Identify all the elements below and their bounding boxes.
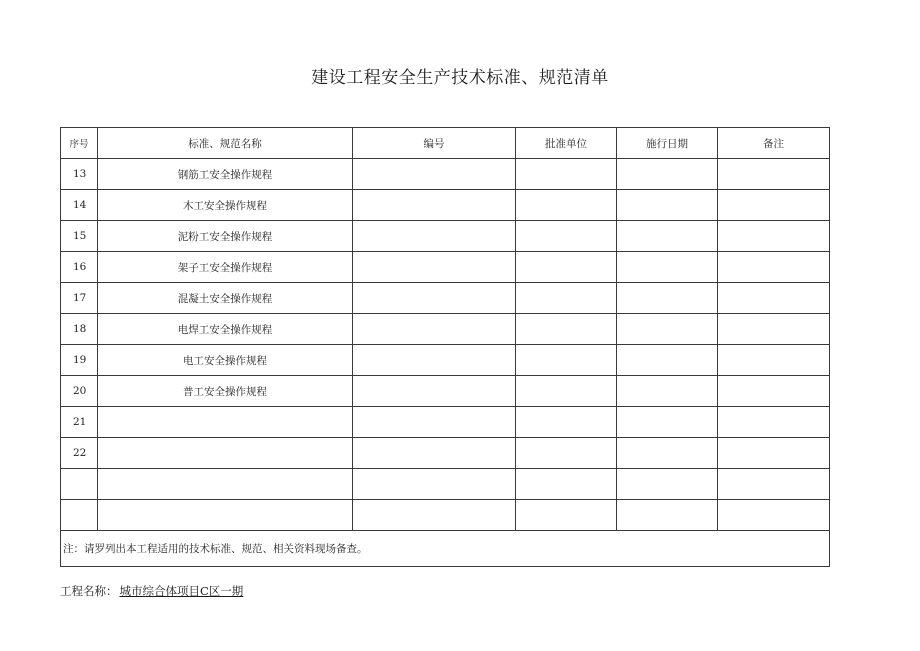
cell-code [353,469,516,500]
cell-remark [718,376,830,407]
cell-name: 普工安全操作规程 [98,376,353,407]
cell-authority [516,438,617,469]
cell-name [98,500,353,531]
cell-remark [718,159,830,190]
cell-effective-date [617,314,718,345]
cell-effective-date [617,407,718,438]
cell-seq: 13 [61,159,98,190]
cell-name: 电工安全操作规程 [98,345,353,376]
project-name: 城市综合体项目C区一期 [119,584,244,598]
cell-name [98,469,353,500]
header-name: 标准、规范名称 [98,128,353,159]
cell-effective-date [617,252,718,283]
table-row [61,345,830,376]
cell-remark [718,469,830,500]
cell-authority [516,500,617,531]
cell-remark [718,345,830,376]
project-label: 工程名称： [60,584,118,598]
cell-code [353,438,516,469]
header-authority: 批准单位 [516,128,617,159]
cell-remark [718,438,830,469]
cell-authority [516,190,617,221]
table-row [61,283,830,314]
cell-authority [516,345,617,376]
cell-authority [516,221,617,252]
cell-authority [516,314,617,345]
cell-code [353,283,516,314]
table-row [61,438,830,469]
cell-seq: 20 [61,376,98,407]
cell-name: 混凝土安全操作规程 [98,283,353,314]
cell-code [353,252,516,283]
table-header-row [61,128,830,159]
table-row [61,500,830,531]
cell-code [353,159,516,190]
cell-effective-date [617,469,718,500]
cell-seq: 15 [61,221,98,252]
project-footer [60,583,243,599]
cell-authority [516,159,617,190]
cell-effective-date [617,283,718,314]
cell-name: 泥粉工安全操作规程 [98,221,353,252]
cell-code [353,221,516,252]
cell-seq [61,500,98,531]
cell-remark [718,221,830,252]
cell-remark [718,407,830,438]
cell-seq: 19 [61,345,98,376]
cell-effective-date [617,500,718,531]
header-seq: 序号 [61,128,98,159]
cell-authority [516,252,617,283]
cell-remark [718,500,830,531]
cell-effective-date [617,345,718,376]
cell-effective-date [617,159,718,190]
cell-remark [718,252,830,283]
cell-name: 木工安全操作规程 [98,190,353,221]
table-row [61,407,830,438]
cell-effective-date [617,438,718,469]
table-note: 注：请罗列出本工程适用的技术标准、规范、相关资料现场备查。 [61,531,830,567]
cell-remark [718,190,830,221]
cell-code [353,500,516,531]
cell-seq: 14 [61,190,98,221]
standards-table [60,127,830,567]
cell-remark [718,314,830,345]
cell-name: 电焊工安全操作规程 [98,314,353,345]
cell-seq: 18 [61,314,98,345]
table-row [61,376,830,407]
table-row [61,159,830,190]
header-effective-date: 施行日期 [617,128,718,159]
cell-seq [61,469,98,500]
cell-effective-date [617,376,718,407]
cell-code [353,314,516,345]
table-row [61,190,830,221]
cell-seq: 17 [61,283,98,314]
cell-code [353,376,516,407]
cell-seq: 16 [61,252,98,283]
cell-code [353,407,516,438]
table-row [61,221,830,252]
page-title: 建设工程安全生产技术标准、规范清单 [311,68,609,88]
cell-name: 架子工安全操作规程 [98,252,353,283]
cell-code [353,190,516,221]
cell-name [98,407,353,438]
cell-code [353,345,516,376]
cell-name [98,438,353,469]
cell-name: 钢筋工安全操作规程 [98,159,353,190]
cell-seq: 22 [61,438,98,469]
note-row [61,531,830,567]
table-row [61,252,830,283]
cell-effective-date [617,221,718,252]
header-remark: 备注 [718,128,830,159]
cell-effective-date [617,190,718,221]
table-row [61,469,830,500]
cell-authority [516,407,617,438]
cell-remark [718,283,830,314]
cell-seq: 21 [61,407,98,438]
table-row [61,314,830,345]
cell-authority [516,469,617,500]
cell-authority [516,376,617,407]
header-code: 编号 [353,128,516,159]
cell-authority [516,283,617,314]
